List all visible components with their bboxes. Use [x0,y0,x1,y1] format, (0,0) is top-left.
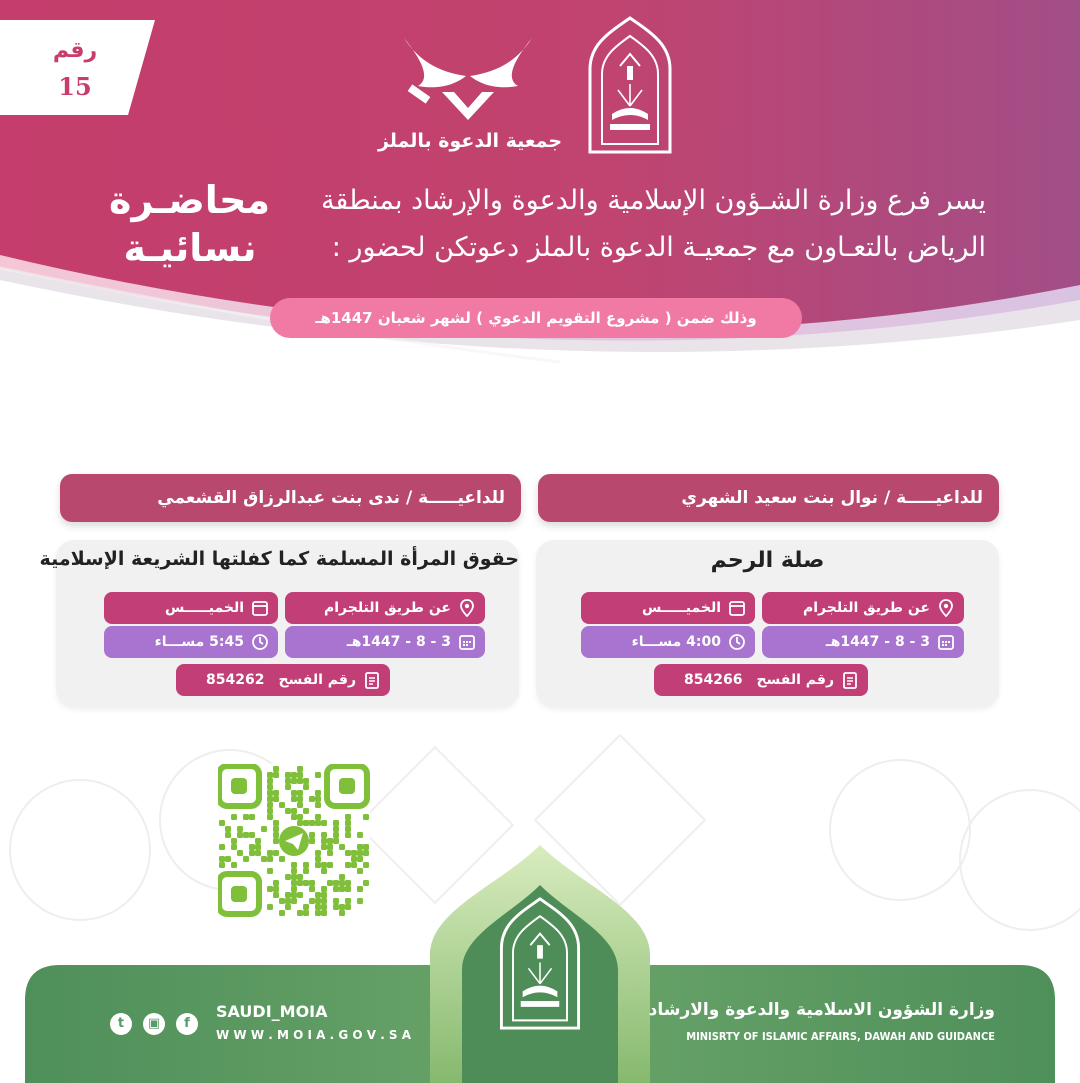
date-grid-icon [457,632,477,652]
lecture-title-2: حقوق المرأة المسلمة كما كفلتها الشريعة الإسلامية [39,548,519,570]
association-logo [398,30,538,130]
room-label-1: رقم الفسح [756,672,834,688]
event-type-line-2: نسائيـة [123,226,257,270]
time-chip-2 [104,626,278,658]
event-type-line-1: محاضـرة [109,178,270,222]
room-number-2: 854262 [206,672,265,688]
calendar-icon [727,598,747,618]
lecture-title-1: صلة الرحم [710,548,825,573]
day-chip-1 [581,592,755,624]
ministry-emblem-footer [490,895,590,1030]
room-label-2: رقم الفسح [278,672,356,688]
instagram-icon[interactable]: ▣ [143,1013,165,1035]
clipboard-icon [840,670,860,690]
date-grid-icon [936,632,956,652]
ministry-name-arabic: وزارة الشؤون الاسلامية والدعوة والارشاد [648,1000,995,1020]
day-label-1: الخميـــــس [642,600,721,616]
room-chip-2 [176,664,390,696]
clock-icon [250,632,270,652]
twitter-icon[interactable]: t [110,1013,132,1035]
room-number-1: 854266 [684,672,743,688]
clock-icon [727,632,747,652]
via-label-2: عن طريق التلجرام [323,600,451,616]
clipboard-icon [362,670,382,690]
project-note-pill: وذلك ضمن ( مشروع التقويم الدعوي ) لشهر شعبان 1447هـ [270,298,802,338]
date-chip-1 [762,626,964,658]
via-label-1: عن طريق التلجرام [802,600,930,616]
calendar-icon [250,598,270,618]
badge-label: رقم [52,38,98,63]
day-chip-2 [104,592,278,624]
headline-line-1: يسر فرع وزارة الشـؤون الإسلامية والدعوة والإرشاد بمنطقة [320,185,986,216]
badge-number: 15 [58,72,92,101]
social-handle[interactable]: SAUDI_MOIA [216,1002,328,1021]
speaker-bar-1: للداعيـــــة / نوال بنت سعيد الشهري [538,474,999,522]
location-pin-icon [457,598,477,618]
date-label-1: 3 - 8 - 1447هـ [825,634,930,650]
day-label-2: الخميـــــس [165,600,244,616]
ministry-emblem-top [580,14,680,154]
ministry-name-english: MINISRTY OF ISLAMIC AFFAIRS, DAWAH AND GUIDANCE [686,1030,995,1043]
headline-line-2: الرياض بالتعـاون مع جمعيـة الدعوة بالملز دعوتكن لحضور : [331,232,986,263]
time-label-1: 4:00 مســـاء [631,634,721,650]
via-chip-2 [285,592,485,624]
time-chip-1 [581,626,755,658]
speaker-bar-2: للداعيـــــة / ندى بنت عبدالرزاق القشعمي [60,474,521,522]
facebook-icon[interactable]: f [176,1013,198,1035]
time-label-2: 5:45 مســـاء [154,634,244,650]
association-name: جمعية الدعوة بالملز [377,130,563,152]
date-label-2: 3 - 8 - 1447هـ [346,634,451,650]
room-chip-1 [654,664,868,696]
date-chip-2 [285,626,485,658]
website-link[interactable]: W W W . M O I A . G O V . S A [216,1028,412,1042]
via-chip-1 [762,592,964,624]
location-pin-icon [936,598,956,618]
